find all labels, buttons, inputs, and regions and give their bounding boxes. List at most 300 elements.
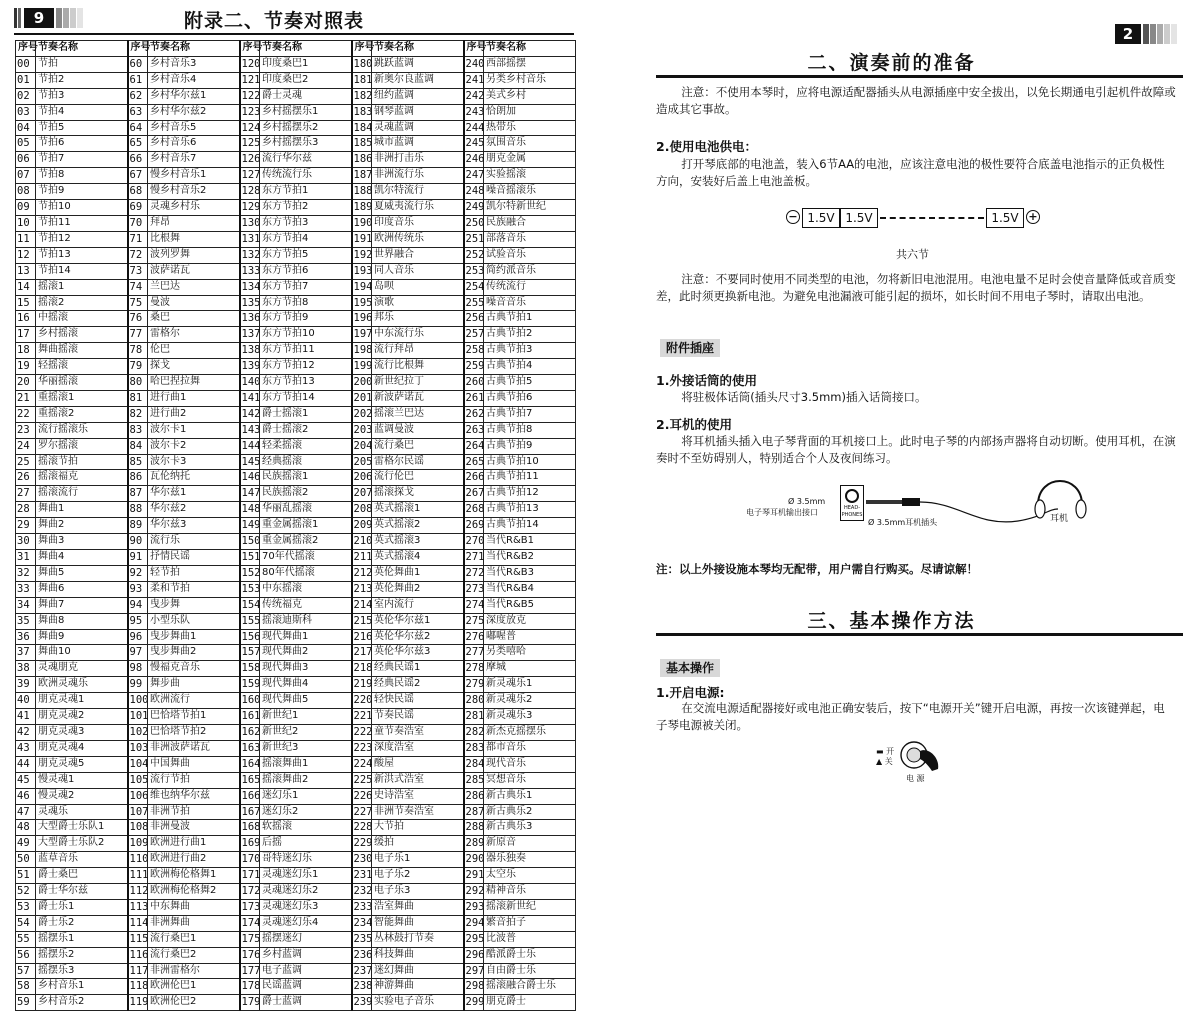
rhythm-number: 267 [464,486,484,502]
battery-cell: 1.5V [802,208,840,228]
rhythm-name: 轻节拍 [148,565,240,581]
rhythm-number: 162 [240,724,260,740]
rhythm-number: 38 [16,661,36,677]
rhythm-name: 雷格尔 [148,327,240,343]
rhythm-name: 器乐独奏 [484,852,576,868]
table-row [16,597,576,613]
power-heading: 1.开启电源: [656,685,725,700]
rhythm-name: 同人音乐 [372,263,464,279]
rhythm-name: 古典节拍13 [484,502,576,518]
rhythm-name: 轻摇滚 [36,359,128,375]
rhythm-number: 297 [464,963,484,979]
table-row [16,152,576,168]
earphone-text: 将耳机插头插入电子琴背面的耳机接口上。此时电子琴的内部扬声器将自动切断。使用耳机，在演奏时不至妨碍别人，特别适合个人及夜间练习。 [656,434,1176,465]
rhythm-number: 286 [464,788,484,804]
rhythm-number: 233 [352,899,372,915]
rhythm-name: 欧洲流行 [148,693,240,709]
rhythm-number: 20 [16,375,36,391]
table-row [16,295,576,311]
rhythm-name: 曳步舞曲2 [148,645,240,661]
rhythm-name: 东方节拍1 [260,184,352,200]
table-header-row [16,41,576,57]
table-row [16,136,576,152]
rhythm-name: 摇滚节拍 [36,454,128,470]
rhythm-name: 流行乐 [148,534,240,550]
rhythm-number: 170 [240,852,260,868]
left-header [14,6,574,30]
rhythm-number: 219 [352,677,372,693]
rhythm-name: 新原音 [484,836,576,852]
rhythm-number: 237 [352,963,372,979]
jack-size-label: Ø 3.5mm [788,497,826,506]
table-row [16,200,576,216]
rhythm-name: 电子乐1 [372,852,464,868]
rhythm-number: 143 [240,422,260,438]
rhythm-name: 东方节拍3 [260,215,352,231]
table-header-no: 序号 [464,41,484,57]
rhythm-name: 节拍9 [36,184,128,200]
rhythm-number: 285 [464,772,484,788]
table-row [16,709,576,725]
rhythm-name: 童节奏浩室 [372,724,464,740]
rhythm-name: 慢福克音乐 [148,661,240,677]
rhythm-number: 62 [128,88,148,104]
rhythm-number: 119 [128,995,148,1011]
rhythm-name: 中东流行乐 [372,327,464,343]
left-page [0,0,580,1009]
table-row [16,788,576,804]
rhythm-name: 现代音乐 [484,756,576,772]
power-switch-icon [898,737,948,777]
rhythm-number: 137 [240,327,260,343]
rhythm-number: 109 [128,836,148,852]
rhythm-number: 116 [128,947,148,963]
rhythm-name: 华尔兹3 [148,518,240,534]
rhythm-name: 民族摇滚1 [260,470,352,486]
rhythm-number: 202 [352,406,372,422]
rhythm-name: 非洲雷格尔 [148,963,240,979]
rhythm-number: 175 [240,931,260,947]
rhythm-name: 重摇滚1 [36,390,128,406]
rhythm-name: 传统流行 [484,279,576,295]
rhythm-number: 282 [464,724,484,740]
rhythm-name: 节拍2 [36,72,128,88]
rhythm-name: 酷派爵士乐 [484,947,576,963]
battery-dash [880,217,984,219]
battery-cell: 1.5V [840,208,878,228]
table-row [16,804,576,820]
rhythm-number: 155 [240,613,260,629]
rhythm-name: 英伦华尔兹1 [372,613,464,629]
note-adapter: 注意：不使用本琴时，应将电源适配器插头从电源插座中安全拔出，以免长期通电引起机件故障或造成其它事故。 [656,85,1176,116]
rhythm-name: 古典节拍14 [484,518,576,534]
rhythm-number: 124 [240,120,260,136]
rhythm-number: 179 [240,995,260,1011]
rhythm-name: 大型爵士乐队2 [36,836,128,852]
power-on-label: ▬ 开 [876,747,895,756]
rhythm-name: 新洪式浩室 [372,772,464,788]
rhythm-number: 216 [352,629,372,645]
rhythm-name: 传统流行乐 [260,168,352,184]
rhythm-name: 摇滚兰巴达 [372,406,464,422]
rhythm-name: 爵士华尔兹 [36,884,128,900]
rhythm-number: 122 [240,88,260,104]
rhythm-number: 254 [464,279,484,295]
table-row [16,629,576,645]
plus-icon: + [1026,210,1040,224]
section2-title: 二、演奏前的准备 [807,52,976,74]
rhythm-name: 灵魂乐 [36,804,128,820]
rhythm-name: 华丽乱摇滚 [260,502,352,518]
rhythm-number: 208 [352,502,372,518]
rhythm-number: 258 [464,343,484,359]
rhythm-name: 轻柔摇滚 [260,438,352,454]
rhythm-number: 158 [240,661,260,677]
rhythm-number: 287 [464,804,484,820]
rhythm-number: 24 [16,438,36,454]
rhythm-number: 160 [240,693,260,709]
rhythm-name: 摇摆迷幻 [260,931,352,947]
rhythm-name: 乡村音乐1 [36,979,128,995]
rhythm-name: 迷幻乐2 [260,804,352,820]
rhythm-name: 当代R&B1 [484,534,576,550]
table-header-name: 节奏名称 [148,41,240,57]
rhythm-number: 159 [240,677,260,693]
rhythm-name: 古典节拍2 [484,327,576,343]
table-header-no: 序号 [240,41,260,57]
rhythm-name: 东方节拍2 [260,200,352,216]
rhythm-number: 205 [352,454,372,470]
rhythm-name: 灵魂蓝调 [372,120,464,136]
rhythm-number: 255 [464,295,484,311]
rhythm-number: 43 [16,740,36,756]
table-row [16,438,576,454]
rhythm-number: 74 [128,279,148,295]
rhythm-number: 44 [16,756,36,772]
rhythm-number: 88 [128,502,148,518]
table-row [16,247,576,263]
table-row [16,215,576,231]
rhythm-number: 41 [16,709,36,725]
rhythm-name: 新世纪3 [260,740,352,756]
rhythm-number: 121 [240,72,260,88]
rhythm-number: 281 [464,709,484,725]
table-row [16,645,576,661]
rhythm-name: 舞曲6 [36,581,128,597]
rhythm-name: 乡村音乐7 [148,152,240,168]
rhythm-number: 240 [464,56,484,72]
rhythm-name: 噪音摇滚乐 [484,184,576,200]
rhythm-name: 室内流行 [372,597,464,613]
header-rule-left [14,33,574,35]
rhythm-number: 239 [352,995,372,1011]
rhythm-number: 272 [464,565,484,581]
section2-rule [656,75,1183,78]
rhythm-name: 轻快民谣 [372,693,464,709]
rhythm-number: 177 [240,963,260,979]
rhythm-name: 凯尔特新世纪 [484,200,576,216]
rhythm-number: 191 [352,231,372,247]
rhythm-number: 94 [128,597,148,613]
right-page [600,0,1183,879]
rhythm-name: 民谣蓝调 [260,979,352,995]
rhythm-number: 190 [352,215,372,231]
rhythm-number: 52 [16,884,36,900]
rhythm-name: 经典民谣1 [372,661,464,677]
rhythm-name: 试验音乐 [484,247,576,263]
rhythm-name: 慢乡村音乐2 [148,184,240,200]
rhythm-number: 154 [240,597,260,613]
rhythm-name: 流行比根舞 [372,359,464,375]
rhythm-number: 299 [464,995,484,1011]
rhythm-number: 68 [128,184,148,200]
rhythm-number: 224 [352,756,372,772]
rhythm-number: 165 [240,772,260,788]
rhythm-name: 进行曲1 [148,390,240,406]
rhythm-name: 现代舞曲3 [260,661,352,677]
table-row [16,422,576,438]
battery-cell: 1.5V [986,208,1024,228]
rhythm-name: 节拍8 [36,168,128,184]
rhythm-number: 213 [352,581,372,597]
rhythm-number: 140 [240,375,260,391]
rhythm-number: 198 [352,343,372,359]
rhythm-number: 115 [128,931,148,947]
rhythm-number: 278 [464,661,484,677]
rhythm-name: 英伦舞曲2 [372,581,464,597]
rhythm-number: 89 [128,518,148,534]
rhythm-name: 乡村华尔兹1 [148,88,240,104]
rhythm-number: 101 [128,709,148,725]
rhythm-number: 194 [352,279,372,295]
rhythm-name: 节奏民谣 [372,709,464,725]
table-row [16,486,576,502]
rhythm-name: 新灵魂乐1 [484,677,576,693]
rhythm-number: 142 [240,406,260,422]
rhythm-name: 热带乐 [484,120,576,136]
rhythm-number: 145 [240,454,260,470]
rhythm-name: 乡村音乐3 [148,56,240,72]
rhythm-name: 摇滚流行 [36,486,128,502]
rhythm-number: 30 [16,534,36,550]
rhythm-number: 87 [128,486,148,502]
rhythm-number: 149 [240,518,260,534]
rhythm-name: 跳跃蓝调 [372,56,464,72]
rhythm-name: 慢乡村音乐1 [148,168,240,184]
rhythm-number: 99 [128,677,148,693]
rhythm-name: 部落音乐 [484,231,576,247]
table-row [16,390,576,406]
table-row [16,359,576,375]
rhythm-number: 214 [352,597,372,613]
rhythm-name: 欧洲伦巴2 [148,995,240,1011]
table-header-no: 序号 [16,41,36,57]
rhythm-name: 东方节拍4 [260,231,352,247]
rhythm-number: 136 [240,311,260,327]
rhythm-name: 流行华尔兹 [260,152,352,168]
rhythm-name: 邦乐 [372,311,464,327]
rhythm-number: 271 [464,550,484,566]
table-row [16,311,576,327]
rhythm-name: 大型爵士乐队1 [36,820,128,836]
rhythm-number: 228 [352,820,372,836]
rhythm-number: 123 [240,104,260,120]
rhythm-name: 民族摇滚2 [260,486,352,502]
rhythm-number: 120 [240,56,260,72]
phones-jack-icon [840,485,864,521]
rhythm-name: 美式乡村 [484,88,576,104]
rhythm-name: 乡村摇滚 [36,327,128,343]
rhythm-number: 178 [240,979,260,995]
rhythm-name: 古典节拍3 [484,343,576,359]
rhythm-name: 现代舞曲1 [260,629,352,645]
rhythm-number: 78 [128,343,148,359]
rhythm-number: 245 [464,136,484,152]
rhythm-number: 148 [240,502,260,518]
rhythm-name: 摇摆乐1 [36,931,128,947]
rhythm-number: 75 [128,295,148,311]
mic-text: 将驻极体话筒(插头尺寸3.5mm)插入话筒接口。 [681,390,927,404]
rhythm-name: 东方节拍12 [260,359,352,375]
rhythm-number: 207 [352,486,372,502]
table-row [16,740,576,756]
rhythm-name: 蓝草音乐 [36,852,128,868]
rhythm-number: 171 [240,868,260,884]
rhythm-name: 新灵魂乐2 [484,693,576,709]
rhythm-name: 摇摆乐2 [36,947,128,963]
rhythm-name: 新波萨诺瓦 [372,390,464,406]
rhythm-name: 朋克灵魂5 [36,756,128,772]
rhythm-number: 128 [240,184,260,200]
rhythm-name: 拜昂 [148,215,240,231]
rhythm-number: 243 [464,104,484,120]
rhythm-name: 软摇滚 [260,820,352,836]
rhythm-number: 256 [464,311,484,327]
rhythm-name: 电子乐3 [372,884,464,900]
rhythm-number: 222 [352,724,372,740]
rhythm-number: 56 [16,947,36,963]
rhythm-number: 11 [16,231,36,247]
rhythm-number: 51 [16,868,36,884]
rhythm-name: 纽约蓝调 [372,88,464,104]
rhythm-number: 192 [352,247,372,263]
rhythm-name: 波尔卡1 [148,422,240,438]
rhythm-name: 节拍6 [36,136,128,152]
rhythm-number: 229 [352,836,372,852]
rhythm-name: 流行拜昂 [372,343,464,359]
rhythm-number: 79 [128,359,148,375]
rhythm-number: 204 [352,438,372,454]
table-row [16,375,576,391]
rhythm-number: 166 [240,788,260,804]
rhythm-number: 289 [464,836,484,852]
rhythm-name: 灵魂乡村乐 [148,200,240,216]
rhythm-number: 197 [352,327,372,343]
table-row [16,756,576,772]
rhythm-name: 探戈 [148,359,240,375]
rhythm-number: 234 [352,915,372,931]
rhythm-number: 10 [16,215,36,231]
rhythm-name: 噪音音乐 [484,295,576,311]
rhythm-number: 203 [352,422,372,438]
rhythm-name: 自由爵士乐 [484,963,576,979]
rhythm-name: 新杰克摇摆乐 [484,724,576,740]
rhythm-name: 印度桑巴2 [260,72,352,88]
rhythm-number: 182 [352,88,372,104]
power-switch-diagram [874,735,954,783]
rhythm-number: 183 [352,104,372,120]
rhythm-name: 东方节拍11 [260,343,352,359]
rhythm-number: 86 [128,470,148,486]
battery-text: 打开琴底部的电池盖，装入6节AA的电池，应该注意电池的极性要符合底盖电池指示的正负极性方向，安装好后盖上电池盖板。 [656,157,1165,188]
rhythm-number: 118 [128,979,148,995]
rhythm-number: 265 [464,454,484,470]
rhythm-number: 70 [128,215,148,231]
rhythm-number: 277 [464,645,484,661]
battery-caption: 共六节 [896,248,929,261]
rhythm-number: 167 [240,804,260,820]
rhythm-name: 乡村华尔兹2 [148,104,240,120]
table-row [16,772,576,788]
rhythm-number: 64 [128,120,148,136]
table-row [16,820,576,836]
rhythm-name: 经典民谣2 [372,677,464,693]
table-row [16,104,576,120]
rhythm-name: 曳步舞曲1 [148,629,240,645]
table-row [16,550,576,566]
rhythm-number: 288 [464,820,484,836]
rhythm-name: 波尔卡2 [148,438,240,454]
rhythm-name: 兰巴达 [148,279,240,295]
rhythm-name: 凯尔特流行 [372,184,464,200]
rhythm-name: 氛围音乐 [484,136,576,152]
rhythm-number: 242 [464,88,484,104]
rhythm-number: 97 [128,645,148,661]
rhythm-name: 神游舞曲 [372,979,464,995]
rhythm-name: 乡村音乐6 [148,136,240,152]
rhythm-number: 26 [16,470,36,486]
rhythm-number: 31 [16,550,36,566]
rhythm-number: 113 [128,899,148,915]
rhythm-number: 247 [464,168,484,184]
rhythm-name: 波列罗舞 [148,247,240,263]
rhythm-name: 实验摇滚 [484,168,576,184]
rhythm-name: 非洲流行乐 [372,168,464,184]
rhythm-name: 浩室舞曲 [372,899,464,915]
rhythm-name: 东方节拍7 [260,279,352,295]
rhythm-name: 民族融合 [484,215,576,231]
rhythm-number: 268 [464,502,484,518]
rhythm-name: 东方节拍8 [260,295,352,311]
rhythm-name: 新古典乐3 [484,820,576,836]
rhythm-number: 201 [352,390,372,406]
rhythm-name: 乡村摇摆乐2 [260,120,352,136]
table-row [16,963,576,979]
rhythm-name: 华尔兹2 [148,502,240,518]
rhythm-name: 舞曲1 [36,502,128,518]
rhythm-name: 进行曲2 [148,406,240,422]
rhythm-number: 49 [16,836,36,852]
rhythm-name: 西部摇摆 [484,56,576,72]
rhythm-name: 当代R&B5 [484,597,576,613]
rhythm-name: 古典节拍1 [484,311,576,327]
rhythm-name: 英伦华尔兹2 [372,629,464,645]
rhythm-number: 263 [464,422,484,438]
rhythm-name: 城市蓝调 [372,136,464,152]
rhythm-number: 50 [16,852,36,868]
table-row [16,899,576,915]
rhythm-name: 夏威夷流行乐 [372,200,464,216]
